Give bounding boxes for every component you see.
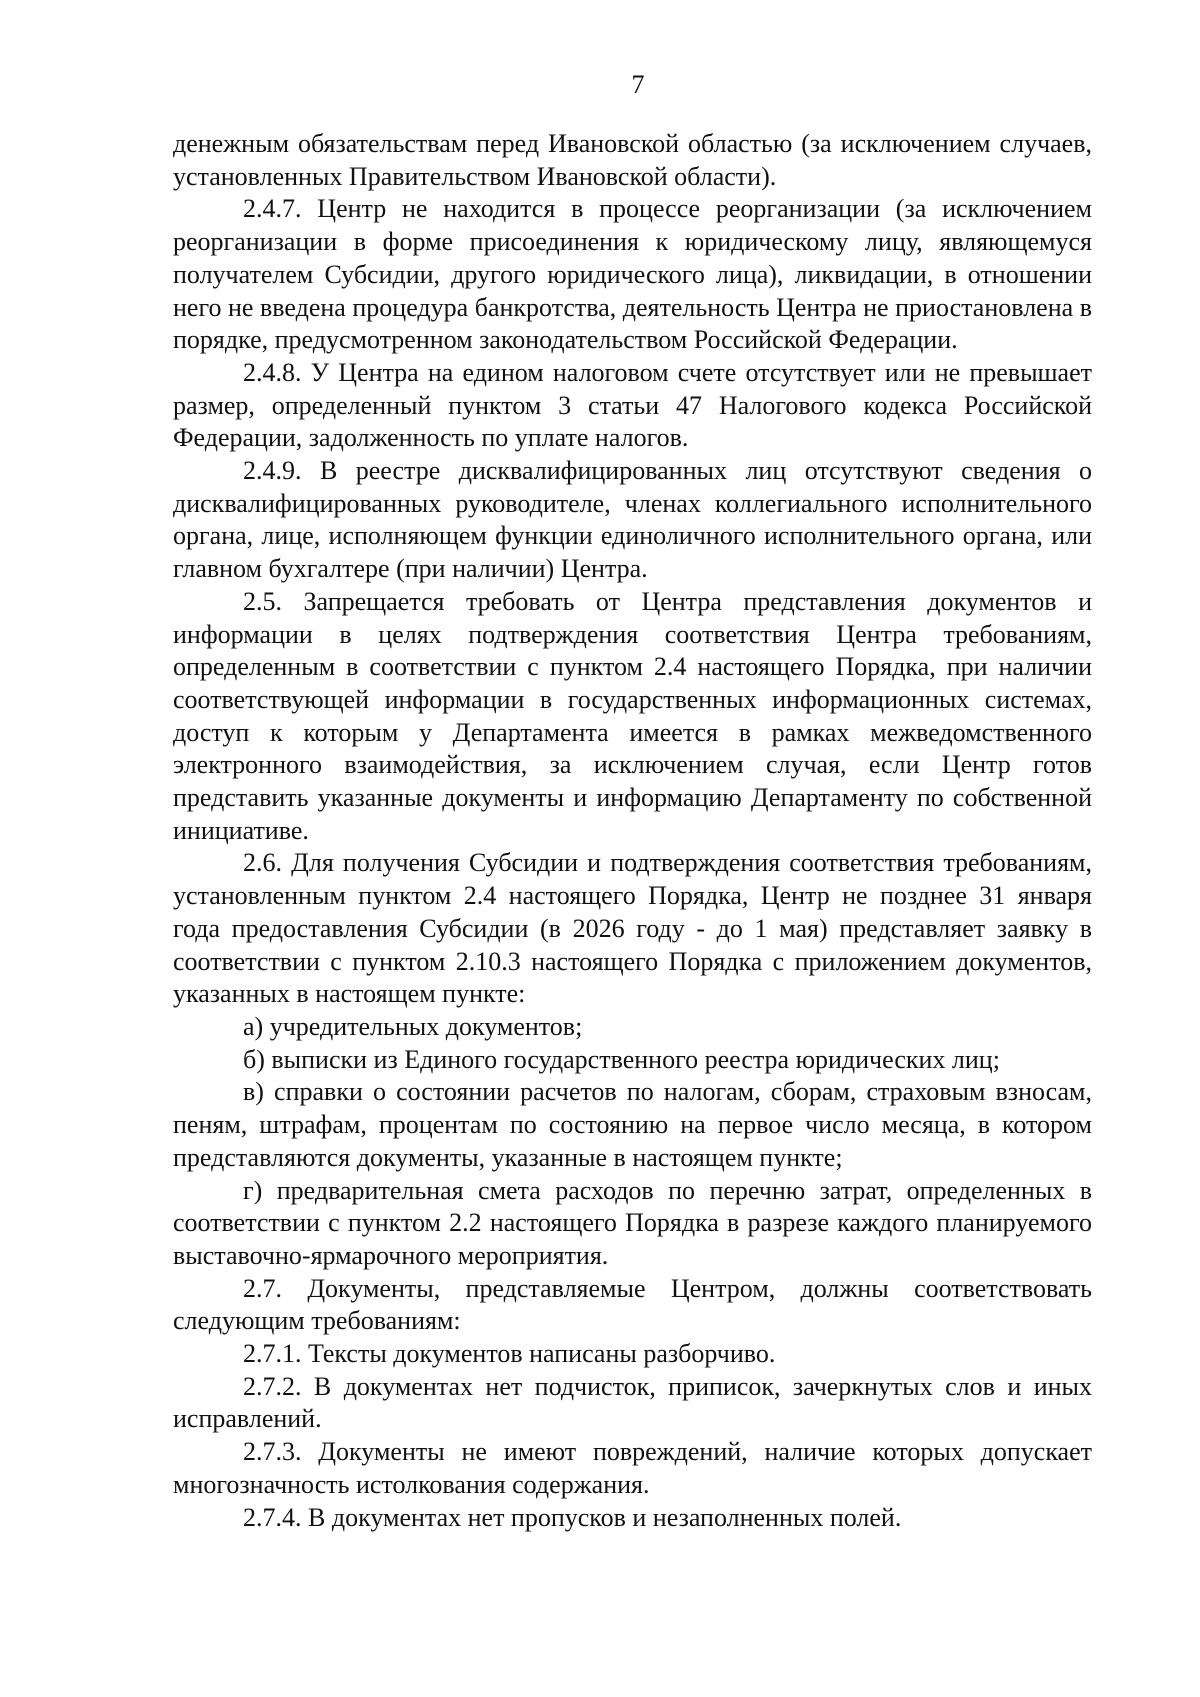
paragraph-2-4-9: 2.4.9. В реестре дисквалифицированных лиц отсутствуют сведения о дисквалифицированных руководителе, членах коллегиального исполнительного органа, лице, исполняющем функции единоличного исполнительного органа, или главном бухгалтере (при наличии) Центра. <box>173 456 1092 584</box>
page-number: 7 <box>631 70 645 99</box>
list-item-a: а) учредительных документов; <box>243 1011 583 1041</box>
paragraph-2-7-3: 2.7.3. Документы не имеют повреждений, наличие которых допускает многозначность истолкования содержания. <box>173 1437 1092 1499</box>
list-item-b: б) выписки из Единого государственного реестра юридических лиц; <box>243 1044 1000 1074</box>
paragraph-2-6: 2.6. Для получения Субсидии и подтверждения соответствия требованиям, установленным пунктом 2.4 настоящего Порядка, Центр не позднее 31 января года предоставления Субсидии (в 2026 году - до 1 мая) представляет заявку в соответствии с пунктом 2.10.3 настоящего Порядка с приложением документов, указанных в настоящем пункте: <box>173 848 1092 1009</box>
paragraph-2-7-2: 2.7.2. В документах нет подчисток, приписок, зачеркнутых слов и иных исправлений. <box>173 1371 1092 1434</box>
paragraph-continuation: денежным обязательствам перед Ивановской областью (за исключением случаев, установленных Правительством Ивановской области). <box>173 129 1092 191</box>
paragraph-2-4-8: 2.4.8. У Центра на едином налоговом счете отсутствует или не превышает размер, определенный пунктом 3 статьи 47 Налогового кодекса Российской Федерации, задолженность по уплате налогов. <box>173 357 1092 453</box>
list-item-g: г) предварительная смета расходов по перечню затрат, определенных в соответствии с пунктом 2.2 настоящего Порядка в разрезе каждого планируемого выставочно-ярмарочного мероприятия. <box>173 1175 1092 1270</box>
paragraph-2-7-1: 2.7.1. Тексты документов написаны разборчиво. <box>243 1339 776 1369</box>
paragraph-2-4-7: 2.4.7. Центр не находится в процессе реорганизации (за исключением реорганизации в форме присоединения к юридическому лицу, являющемуся получателем Субсидии, другого юридического лица), ликвидации, в отношении него не введена процедура банкротства, деятельность Центра не приостановлена в порядке, предусмотренном законодательством Российской Федерации. <box>173 194 1092 355</box>
list-item-v: в) справки о состоянии расчетов по налогам, сборам, страховым взносам, пеням, штрафам, процентам по состоянию на первое число месяца, в котором представляются документы, указанные в настоящем пункте; <box>173 1077 1092 1172</box>
paragraph-2-7: 2.7. Документы, представляемые Центром, должны соответствовать следующим требованиям: <box>173 1273 1092 1336</box>
paragraph-2-5: 2.5. Запрещается требовать от Центра представления документов и информации в целях подтверждения соответствия Центра требованиям, определенным в соответствии с пунктом 2.4 настоящего Порядка, при наличии соответствующей информации в государственных информационных системах, доступ к которым у Департамента имеется в рамках межведомственного электронного взаимодействия, за исключением случая, если Центр готов представить указанные документы и информацию Департаменту по собственной инициативе. <box>173 586 1092 845</box>
document-body <box>173 128 1092 1534</box>
paragraph-2-7-4: 2.7.4. В документах нет пропусков и незаполненных полей. <box>243 1502 902 1532</box>
